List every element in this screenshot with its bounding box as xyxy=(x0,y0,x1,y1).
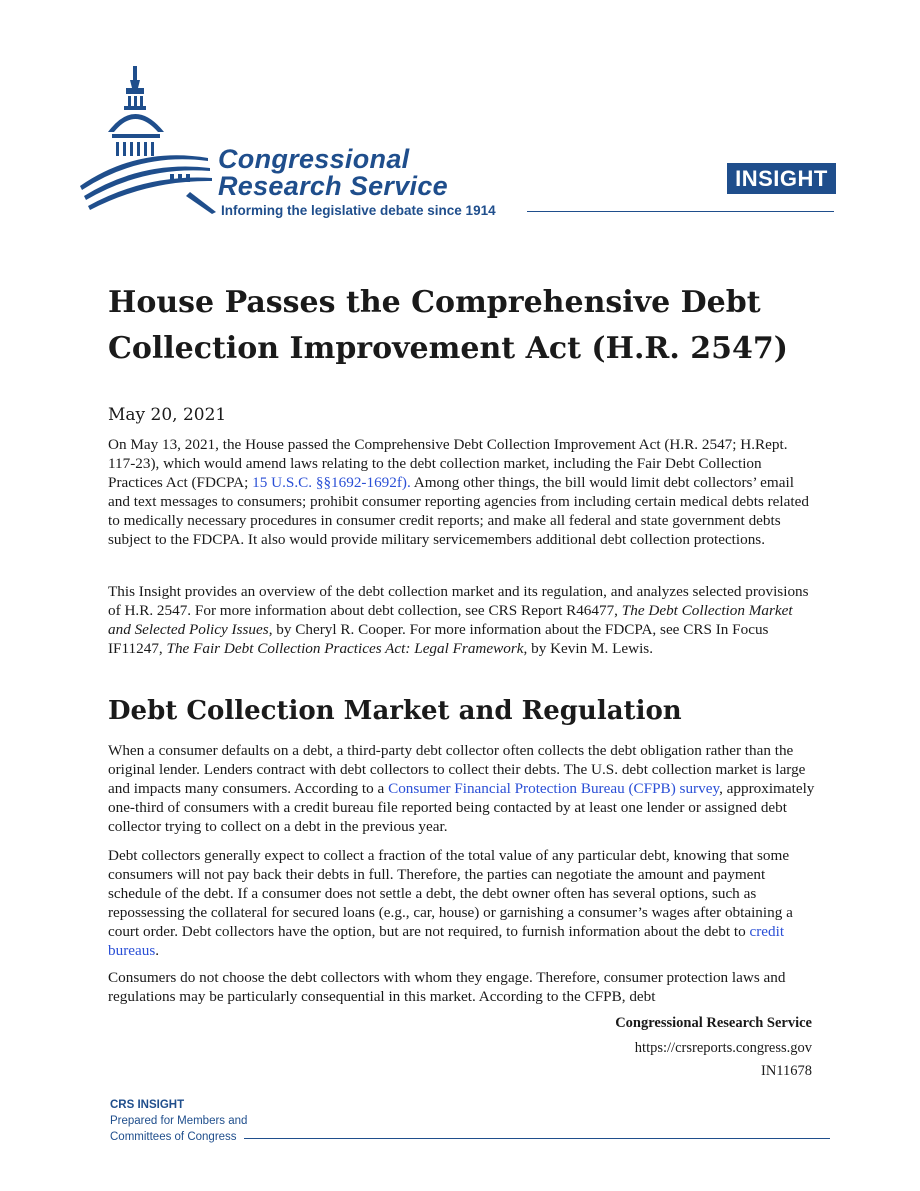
paragraph-text: Consumers do not choose the debt collectors with whom they engage. Therefore, consumer protection laws and regulations may be particularly consequential in this market. According to the CFPB, debt xyxy=(108,969,786,1006)
prepared-for-line-2: Committees of Congress xyxy=(110,1131,237,1143)
org-name-line-2: Research Service xyxy=(218,171,448,201)
paragraph-text: Debt collectors generally expect to collect a fraction of the total value of any particular debt, knowing that some consumers will not pay back their debts in full. Therefore, the parties can negotiate the amount and payment schedule of the debt. If a consumer does not settle a debt, the debt owner often has several options, such as repossessing the collateral for secured loans (e.g., car, house) or garnishing a consumer’s wages after obtaining a court order. Debt collectors have the option, but are not required, to furnish information about the debt to xyxy=(108,847,793,941)
paragraph-intro xyxy=(108,435,816,550)
paragraph-market xyxy=(108,741,816,836)
paragraph-text: , by Cheryl R. Cooper. For more information about the FDCPA, see CRS In Focus IF11247, xyxy=(108,621,769,658)
paragraph-text: This Insight provides an overview of the debt collection market and its regulation, and analyzes selected provisions of H.R. 2547. For more information about debt collection, see CRS Report R46477, xyxy=(108,583,809,620)
footer-url[interactable]: https://crsreports.congress.gov xyxy=(634,1040,812,1056)
paragraph-regulation xyxy=(108,968,816,1006)
cfpb-survey-link[interactable]: Consumer Financial Protection Bureau (CFPB) survey xyxy=(388,780,720,798)
paragraph-collection xyxy=(108,846,816,961)
tagline-divider xyxy=(527,211,834,212)
paragraph-text: . xyxy=(155,942,160,960)
org-tagline: Informing the legislative debate since 1914 xyxy=(221,203,496,218)
paragraph-text: When a consumer defaults on a debt, a third-party debt collector often collects the debt obligation rather than the original lender. Lenders contract with debt collectors to collect their debts. The U.S. debt collection market is large and impacts many consumers. According to a xyxy=(108,742,806,798)
paragraph-overview xyxy=(108,582,816,658)
credit-bureaus-link[interactable]: credit bureaus xyxy=(108,923,785,960)
prepared-for-line-1: Prepared for Members and xyxy=(110,1115,248,1127)
footer-divider xyxy=(244,1138,830,1139)
crs-insight-label: CRS INSIGHT xyxy=(110,1099,185,1111)
report-title: The Debt Collection Market and Selected Policy Issues xyxy=(108,602,793,639)
section-heading: Debt Collection Market and Regulation xyxy=(108,696,682,726)
paragraph-text: , by Kevin M. Lewis. xyxy=(523,640,654,658)
paragraph-text: Among other things, the bill would limit debt collectors’ email and text messages to consumers; prohibit consumer reporting agencies from including certain medical debts related to medically necessary procedures in consumer credit reports; and make all federal and state government debts subject to the FDCPA. It also would provide military servicemembers additional debt collection protections. xyxy=(108,474,809,549)
paragraph-text: , approximately one-third of consumers with a credit bureau file reported being contacted by at least one lender or assigned debt collector trying to collect on a debt in the previous year. xyxy=(108,780,815,836)
usc-citation-link[interactable]: 15 U.S.C. §§1692-1692f). xyxy=(252,474,411,492)
infocus-title: The Fair Debt Collection Practices Act: Legal Framework xyxy=(166,640,524,658)
insight-badge: INSIGHT xyxy=(727,163,836,194)
page-title: House Passes the Comprehensive Debt Collection Improvement Act (H.R. 2547) xyxy=(108,285,788,366)
paragraph-text: On May 13, 2021, the House passed the Comprehensive Debt Collection Improvement Act (H.R. 2547; H.Rept. 117-23), which would amend laws relating to the debt collection market, including the Fair Debt Collection Practices Act (FDCPA; xyxy=(108,436,788,492)
org-name-line-1: Congressional xyxy=(218,144,410,174)
footer-org-name: Congressional Research Service xyxy=(615,1015,812,1031)
footer-doc-id: IN11678 xyxy=(760,1063,812,1079)
publication-date: May 20, 2021 xyxy=(108,405,227,425)
capitol-dome-icon xyxy=(78,62,218,220)
